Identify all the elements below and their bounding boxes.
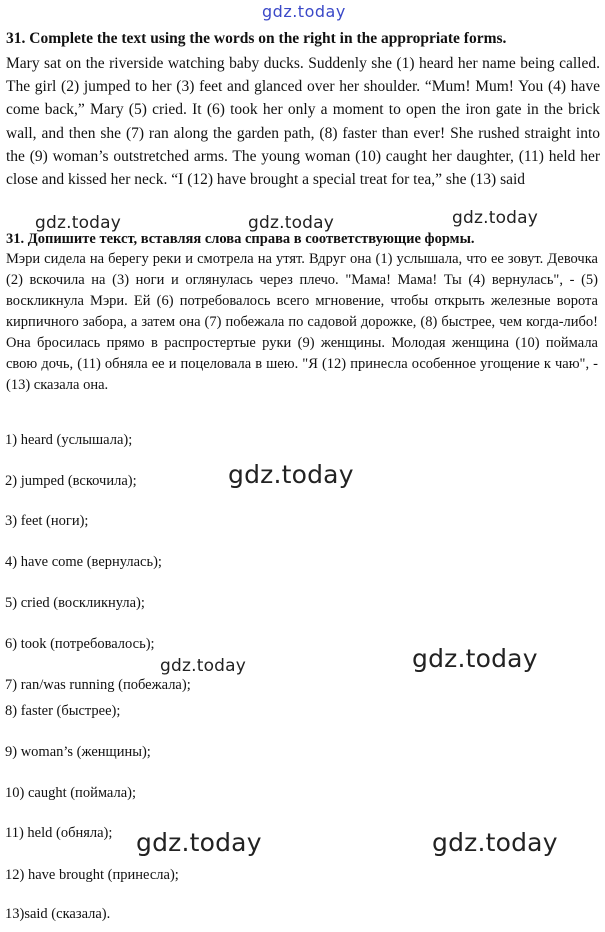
answer-item: 8) faster (быстрее); [5, 703, 121, 719]
answer-item: 2) jumped (вскочила); [5, 473, 137, 489]
exercise-title-russian: 31. Допишите текст, вставляя слова справа в соответствующие формы. [6, 231, 475, 247]
watermark: gdz.today [248, 213, 335, 233]
watermark: gdz.today [432, 828, 558, 857]
watermark: gdz.today [452, 208, 539, 228]
answer-item: 11) held (обняла); [5, 825, 113, 841]
answer-item: 7) ran/was running (побежала); [5, 677, 191, 693]
answer-item: 4) have come (вернулась); [5, 554, 162, 570]
answer-item: 10) caught (поймала); [5, 785, 136, 801]
watermark: gdz.today [228, 460, 354, 489]
answer-item: 13)said (сказала). [5, 906, 111, 922]
answer-item: 5) cried (воскликнула); [5, 595, 145, 611]
watermark: gdz.today [35, 213, 122, 233]
watermark: gdz.today [160, 656, 247, 676]
answer-item: 3) feet (ноги); [5, 513, 89, 529]
watermark: gdz.today [136, 828, 262, 857]
exercise-text-russian: Мэри сидела на берегу реки и смотрела на утят. Вдруг она (1) услышала, что ее зовут. Девочка (2) вскочила на (3) ноги и оглянулась через плечо. "Мама! Мама! Ты (4) вернулась", - (5) воскликнула Мэри. Ей (6) потребовалось всего мгновение, чтобы открыть железные ворота кирпичного забора, а затем она (7) побежала по садовой дорожке, (8) быстрее, чем когда-либо! Она бросилась прямо в распростертые руки (9) женщины. Молодая женщина (10) поймала свою дочь, (11) обняла ее и поцеловала в шею. "Я (12) принесла особенное угощение к чаю", - (13) сказала она. [6, 251, 598, 393]
exercise-text-english: Mary sat on the riverside watching baby ducks. Suddenly she (1) heard her name being called. The girl (2) jumped to her (3) feet and glanced over her shoulder. “Mum! Mum! You (4) have come back,” Mary (5) cried. It (6) took her only a moment to open the iron gate in the brick wall, and then she (7) ran along the garden path, (8) faster than ever! She rushed straight into the (9) woman’s outstretched arms. The young woman (10) caught her daughter, (11) held her close and kissed her neck. “I (12) have brought a special treat for tea,” she (13) said [6, 55, 600, 189]
answer-item: 9) woman’s (женщины); [5, 744, 151, 760]
exercise-title-english: 31. Complete the text using the words on the right in the appropriate forms. [6, 30, 507, 47]
answer-item: 12) have brought (принесла); [5, 867, 179, 883]
answer-item: 6) took (потребовалось); [5, 636, 155, 652]
watermark: gdz.today [412, 644, 538, 673]
watermark-top: gdz.today [262, 2, 346, 21]
answer-item: 1) heard (услышала); [5, 432, 133, 448]
